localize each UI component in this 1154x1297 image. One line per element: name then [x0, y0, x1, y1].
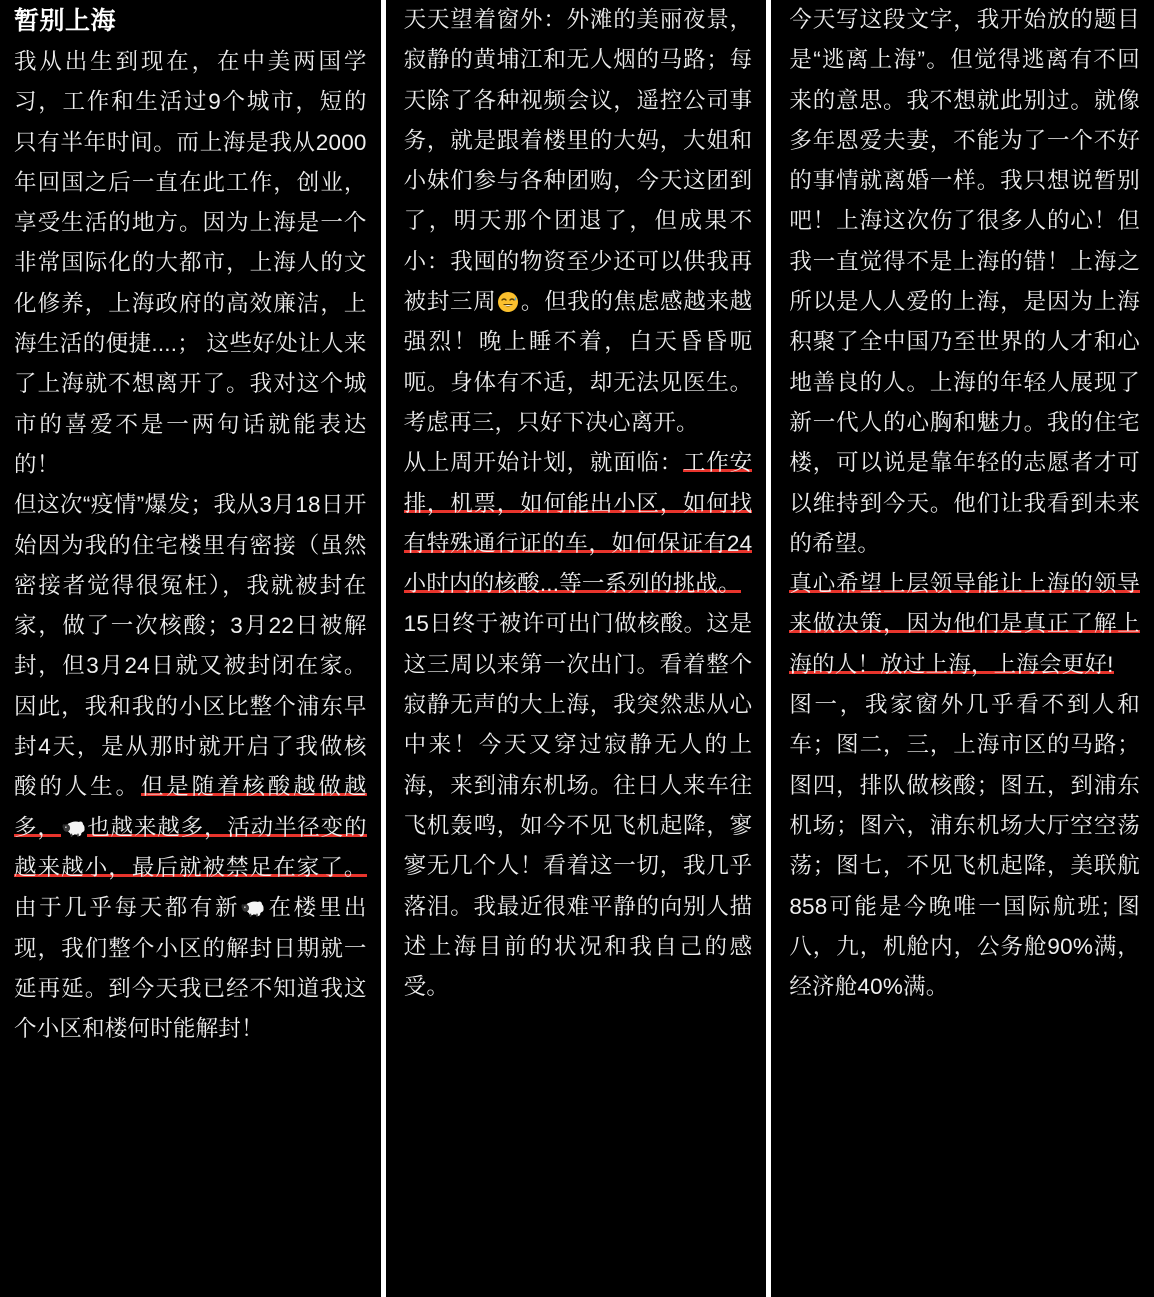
body-text: 但这次“疫情”爆发；我从3月18日开始因为我的住宅楼里有密接（虽然密接者觉得很冤枉），我就被封在家，做了一次核酸；3月22日被解封，但3月24日就又被封闭在家。因此，我和我的小区比整个浦东早封4天，是从那时就开启了我做核酸的人生。 — [14, 492, 367, 800]
paragraph — [789, 0, 1140, 564]
body-text: 由于几乎每天都有新 — [14, 895, 241, 921]
grinning-sweat-emoji — [496, 290, 520, 314]
highlighted-text: 工作安排，机票，如何能出小区，如何找有特殊通行证的车，如何保证有24小时内的核酸...等一系列的挑战。 — [403, 450, 753, 597]
body-text: 在楼里出现，我们整个小区的解封日期就一延再延。到今天我已经不知道我这个小区和楼何时能解封！ — [14, 895, 367, 1042]
body-text: 天天望着窗外：外滩的美丽夜景，寂静的黄埔江和无人烟的马路；每天除了各种视频会议，遥控公司事务，就是跟着楼里的大妈，大姐和小妹们参与各种团购，今天这团到了，明天那个团退了，但成果不小：我囤的物资至少还可以供我再被封三周 — [403, 7, 753, 315]
body-text: 。但我的焦虑感越来越强烈！晚上睡不着，白天昏昏呃呃。身体有不适，却无法见医生。考虑再三，只好下决心离开。 — [403, 289, 753, 435]
paragraph — [404, 443, 753, 604]
body-text: 图一，我家窗外几乎看不到人和车；图二，三，上海市区的马路；图四，排队做核酸；图五，到浦东机场；图六，浦东机场大厅空空荡荡；图七，不见飞机起降，美联航858可能是今晚唯一国际航班; 图八，九，机舱内，公务舱90%满，经济舱40%满。 — [789, 692, 1140, 1000]
text-column-1 — [0, 0, 381, 1297]
paragraph — [14, 485, 367, 1049]
body-text: 15日终于被许可出门做核酸。这是这三周以来第一次出门。看着整个寂静无声的大上海，我突然悲从心中来！今天又穿过寂静无人的上海，来到浦东机场。往日人来车往飞机轰鸣，如今不见飞机起降，寥寥无几个人！看着这一切，我几乎落泪。我最近很难平静的向别人描述上海目前的状况和我自己的感受。 — [403, 611, 753, 1000]
text-column-2 — [386, 0, 767, 1297]
paragraph — [14, 42, 367, 485]
highlighted-text: 也越来越多，活动半径变的越来越小，最后就被禁足在家了。 — [14, 814, 367, 880]
highlighted-text: 但是随着核酸越做越多， — [14, 774, 367, 840]
body-text: 今天写这段文字，我开始放的题目是“逃离上海”。但觉得逃离有不回来的意思。我不想就此别过。就像多年恩爱夫妻，不能为了一个不好的事情就离婚一样。我只想说暂别吧！上海这次伤了很多人的心！但我一直觉得不是上海的错！上海之所以是人人爱的上海，是因为上海积聚了全中国乃至世界的人才和心地善良的人。上海的年轻人展现了新一代人的心胸和魅力。我的住宅楼，可以说是靠年轻的志愿者才可以维持到今天。他们让我看到未来的希望。 — [789, 7, 1140, 556]
text-column-3 — [771, 0, 1154, 1297]
paragraph — [789, 685, 1140, 1007]
body-text: 我从出生到现在，在中美两国学习，工作和生活过9个城市，短的只有半年时间。而上海是我从2000年回国之后一直在此工作，创业，享受生活的地方。因为上海是一个非常国际化的大都市，上海人的文化修养，上海政府的高效廉洁，上海生活的便捷....； 这些好处让人来了上海就不想离开了。我对这个城市的喜爱不是一两句话就能表达的！ — [14, 49, 367, 477]
page-title: 暂别上海 — [14, 7, 117, 35]
sheep-icon — [240, 898, 266, 918]
sheep-icon — [61, 818, 87, 838]
body-text: 从上周开始计划，就面临： — [403, 450, 684, 476]
paragraph — [404, 604, 753, 1007]
highlighted-text: 真心希望上层领导能让上海的领导来做决策，因为他们是真正了解上海的人！放过上海，上海会更好! — [789, 571, 1140, 677]
paragraph — [404, 0, 753, 443]
paragraph — [789, 564, 1140, 685]
